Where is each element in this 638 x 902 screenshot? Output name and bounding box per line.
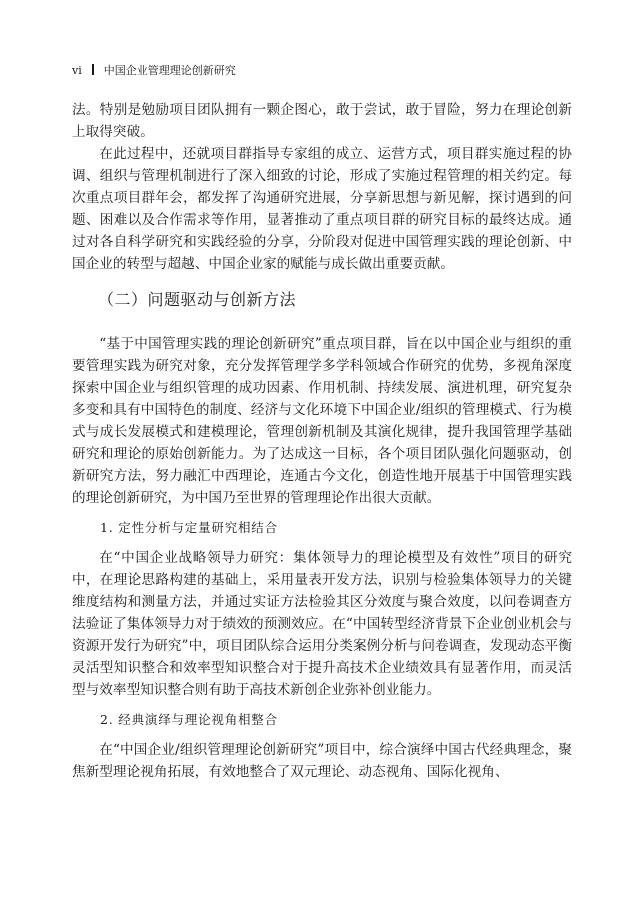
subheading-classic-deduction: 2. 经典演绎与理论视角相整合: [100, 712, 278, 727]
page-body: [72, 99, 572, 783]
paragraph-process: 在此过程中，还就项目群指导专家组的成立、运营方式，项目群实施过程的协调、组织与管理机制进行了深入细致的讨论，形成了实施过程管理的相关约定。每次重点项目群年会，都发挥了沟通研究进展，分享新思想与新见解，探讨遇到的问题、困难以及合作需求等作用，显著推动了重点项目群的研究目标的最终达成。通过对各自科学研究和实践经验的分享，分阶段对促进中国管理实践的理论创新、中国企业的转型与超越、中国企业家的赋能与成长做出重要贡献。: [72, 146, 572, 272]
paragraph-project-group: “基于中国管理实践的理论创新研究”重点项目群，旨在以中国企业与组织的重要管理实践为研究对象，充分发挥管理学多学科领域合作研究的优势，多视角深度探索中国企业与组织管理的成功因素、作用机制、持续发展、演进机理，研究复杂多变和具有中国特色的制度、经济与文化环境下中国企业/组织的管理模式、行为模式与成长发展模式和建模理论，管理创新机制及其演化规律，提升我国管理学基础研究和理论的原始创新能力。为了达成这一目标，各个项目团队强化问题驱动，创新研究方法，努力融汇中西理论，连通古今文化，创造性地开展基于中国管理实践的理论创新研究，为中国乃至世界的管理理论作出很大贡献。: [72, 336, 572, 506]
paragraph-leadership-study: 在“中国企业战略领导力研究：集体领导力的理论模型及有效性”项目的研究中，在理论思路构建的基础上，采用量表开发方法，识别与检验集体领导力的关键维度结构和测量方法，并通过实证方法检验其区分效度与聚合效度，以问卷调查方法验证了集体领导力对于绩效的预测效应。在“中国转型经济背景下企业创业机会与资源开发行为研究”中，项目团队综合运用分类案例分析与问卷调查，发现动态平衡灵活型知识整合和效率型知识整合对于提升高技术企业绩效具有显著作用，而灵活型与效率型知识整合则有助于高技术新创企业弥补创业能力。: [72, 550, 572, 698]
section-heading: （二）问题驱动与创新方法: [98, 290, 297, 309]
paragraph-theory-innovation: 在“中国企业/组织管理理论创新研究”项目中，综合演绎中国古代经典理念，聚焦新型理论视角拓展，有效地整合了双元理论、动态视角、国际化视角、: [72, 742, 572, 780]
page-number: vi: [72, 64, 82, 77]
header-divider: [92, 64, 94, 75]
subheading-qualitative-quantitative: 1. 定性分析与定量研究相结合: [100, 520, 278, 535]
running-header: [72, 63, 236, 79]
book-title: 中国企业管理理论创新研究: [103, 64, 236, 77]
paragraph-continuation: 法。特别是勉励项目团队拥有一颗企图心，敢于尝试，敢于冒险，努力在理论创新上取得突破。: [72, 102, 572, 140]
